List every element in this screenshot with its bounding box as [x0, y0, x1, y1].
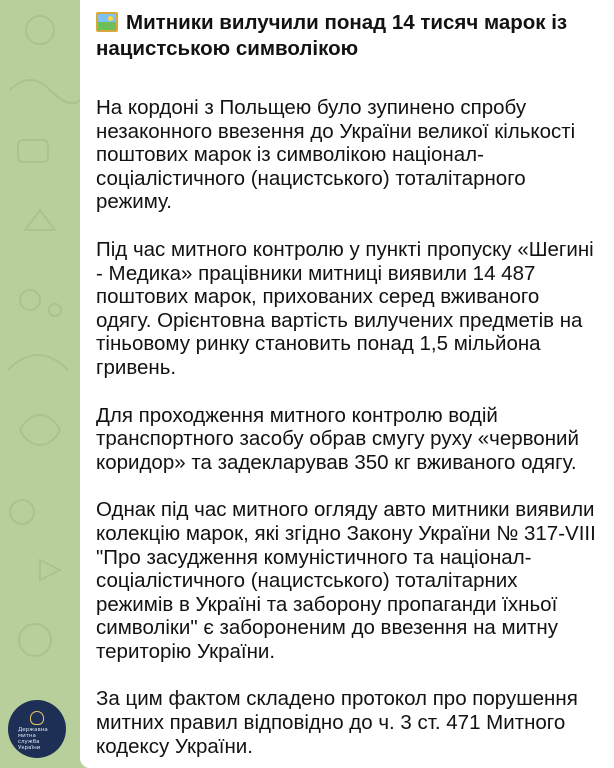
- avatar-label: Державна митна служба України: [18, 727, 48, 751]
- customs-emblem-icon: [30, 711, 44, 725]
- post-paragraph-1: На кордоні з Польщею було зупинено спробу незаконного ввезення до України великої кількості поштових марок із символікою націонал-соціалістичного (нацистського) тоталітарного режиму.: [96, 96, 576, 214]
- post-paragraph-4: Однак під час митного огляду авто митники виявили колекцію марок, які згідно Закону України № 317-VIII "Про засудження комуністичного та націонал-соціалістичного (нацистського) тоталітарних режимів в Україні та заборону пропаганди їхньої символіки" є забороненим до ввезення на митну територію України.: [96, 498, 596, 663]
- post-paragraph-3: Для проходження митного контролю водій транспортного засобу обрав смугу руху «червоний коридор» та задекларував 350 кг вживаного одягу.: [96, 403, 579, 474]
- message-bubble[interactable]: [80, 0, 614, 768]
- post-paragraph-5: За цим фактом складено протокол про порушення митних правил відповідно до ч. 3 ст. 471 Митного кодексу України.: [96, 687, 578, 758]
- post-title-text: Митники вилучили понад 14 тисяч марок із нацистською символікою: [96, 11, 568, 60]
- doodle-pattern-icon: [0, 0, 80, 768]
- channel-avatar[interactable]: [8, 700, 66, 758]
- post-title: [96, 10, 600, 62]
- post-paragraph-2: Під час митного контролю у пункті пропуску «Шегині - Медика» працівники митниці виявили 14 487 поштових марок, прихованих серед вживаного одягу. Орієнтовна вартість вилучених предметів на тіньовому ринку становить понад 1,5 мільйона гривень.: [96, 237, 594, 379]
- framed-picture-icon: [96, 12, 118, 32]
